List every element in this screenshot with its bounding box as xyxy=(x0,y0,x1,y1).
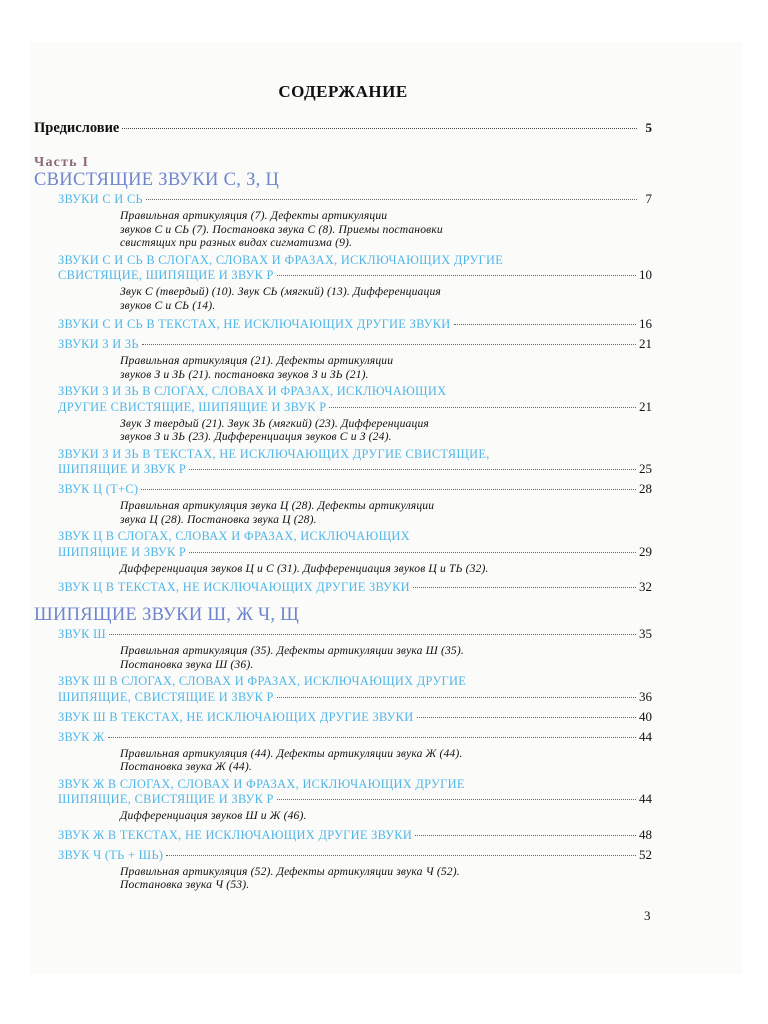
preface-label: Предисловие xyxy=(34,120,120,136)
dot-leader xyxy=(189,469,636,470)
page-ref: 5 xyxy=(645,120,652,135)
dot-leader xyxy=(108,737,636,738)
toc-entry[interactable] xyxy=(58,729,652,774)
description-line: Постановка звука Ш (36). xyxy=(120,657,254,671)
description-line: свистящих при разных видах сигматизма (9). xyxy=(120,236,353,249)
description-line: звуков С и СЬ (14). xyxy=(120,298,216,312)
entry-description xyxy=(120,809,652,823)
page-ref: 21 xyxy=(639,336,652,351)
entry-title: ШИПЯЩИЕ И ЗВУК Р xyxy=(58,544,187,559)
dot-leader xyxy=(141,489,636,490)
entry-title-row xyxy=(58,461,652,477)
entry-description xyxy=(120,562,652,576)
entry-title: ЗВУКИ З И ЗЬ xyxy=(58,337,139,351)
page-ref: 36 xyxy=(639,688,652,704)
description-line: звуков З и ЗЬ (23). Дифференциация звуков С и З (24). xyxy=(120,430,392,443)
description-line: Дифференциация звуков Ш и Ж (46). xyxy=(120,809,307,822)
toc-entry[interactable] xyxy=(58,481,652,526)
entry-title: ЗВУК Ц В ТЕКСТАХ, НЕ ИСКЛЮЧАЮЩИХ ДРУГИЕ ЗВУКИ xyxy=(58,580,410,594)
toc-content xyxy=(34,82,652,896)
dot-leader xyxy=(277,799,636,800)
dot-leader xyxy=(329,407,636,408)
entry-title: ЗВУК Ч (ТЬ + ШЬ) xyxy=(58,847,164,862)
description-line: Звук З твердый (21). Звук ЗЬ (мягкий) (23). Дифференциация xyxy=(120,416,429,430)
page-ref: 44 xyxy=(639,728,652,744)
toc-entry[interactable] xyxy=(58,530,652,575)
dot-leader xyxy=(109,634,636,635)
entry-title-line: ЗВУКИ З И ЗЬ В СЛОГАХ, СЛОВАХ И ФРАЗАХ, ИСКЛЮЧАЮЩИХ xyxy=(58,384,447,398)
page-ref: 21 xyxy=(639,398,652,414)
entry-title-line: ЗВУКИ С И СЬ В СЛОГАХ, СЛОВАХ И ФРАЗАХ, ИСКЛЮЧАЮЩИХ ДРУГИЕ xyxy=(58,252,504,267)
entry-description xyxy=(120,865,652,892)
toc-entry[interactable] xyxy=(58,709,652,725)
dot-leader xyxy=(189,552,636,553)
dot-leader xyxy=(417,717,637,718)
entry-title: ШИПЯЩИЕ И ЗВУК Р xyxy=(58,462,187,476)
entry-title: СВИСТЯЩИЕ, ШИПЯЩИЕ И ЗВУК Р xyxy=(58,268,274,282)
page-ref: 10 xyxy=(639,267,652,282)
entry-title-row xyxy=(58,827,652,843)
entry-title-row xyxy=(58,267,652,283)
toc-entry[interactable] xyxy=(58,385,652,444)
entry-title: ЗВУКИ С И СЬ В ТЕКСТАХ, НЕ ИСКЛЮЧАЮЩИХ ДРУГИЕ ЗВУКИ xyxy=(58,317,451,331)
toc-entry[interactable] xyxy=(58,316,652,332)
dot-leader xyxy=(142,344,636,345)
toc-sections xyxy=(34,170,652,892)
entry-title-row xyxy=(58,544,652,560)
page-ref: 25 xyxy=(639,461,652,476)
page-ref: 35 xyxy=(639,626,652,641)
toc-entry[interactable] xyxy=(58,448,652,478)
toc-entry[interactable] xyxy=(58,827,652,843)
toc-entry[interactable] xyxy=(58,626,652,671)
description-line: звуков З и ЗЬ (21). постановка звуков З и ЗЬ (21). xyxy=(120,367,369,381)
toc-entry[interactable] xyxy=(58,191,652,250)
entry-title-row xyxy=(58,481,652,497)
section-heading: СВИСТЯЩИЕ ЗВУКИ С, З, Ц xyxy=(34,170,280,190)
description-line: Правильная артикуляция (52). Дефекты артикуляции звука Ч (52). xyxy=(120,864,460,878)
description-line: звука Ц (28). Постановка звука Ц (28). xyxy=(120,512,317,526)
description-line: Правильная артикуляция звука Ц (28). Дефекты артикуляции xyxy=(120,499,435,512)
entry-description xyxy=(120,747,652,774)
entry-title-row xyxy=(58,729,652,745)
entry-title-line: ЗВУК Ц В СЛОГАХ, СЛОВАХ И ФРАЗАХ, ИСКЛЮЧАЮЩИХ xyxy=(58,529,410,543)
dot-leader xyxy=(277,275,636,276)
entry-description xyxy=(120,499,652,526)
toc-entry[interactable] xyxy=(58,778,652,823)
dot-leader xyxy=(277,697,636,698)
entry-title-row xyxy=(58,316,652,332)
description-line: Правильная артикуляция (44). Дефекты артикуляции звука Ж (44). xyxy=(120,746,463,760)
page-ref: 52 xyxy=(639,846,652,862)
entry-title: ДРУГИЕ СВИСТЯЩИЕ, ШИПЯЩИЕ И ЗВУК Р xyxy=(58,399,327,414)
dot-leader xyxy=(413,587,636,588)
entry-title: ЗВУК Ш xyxy=(58,627,106,641)
entry-description xyxy=(120,285,652,312)
document-page xyxy=(30,42,742,974)
entry-description xyxy=(120,644,652,671)
entry-title-row xyxy=(58,399,652,415)
entry-title: ШИПЯЩИЕ, СВИСТЯЩИЕ И ЗВУК Р xyxy=(58,792,274,806)
entry-title-line: ЗВУКИ З И ЗЬ В ТЕКСТАХ, НЕ ИСКЛЮЧАЮЩИХ ДРУГИЕ СВИСТЯЩИЕ, xyxy=(58,446,490,461)
entry-title-row xyxy=(58,689,652,705)
description-line: Звук С (твердый) (10). Звук СЬ (мягкий) (13). Дифференциация xyxy=(120,285,441,298)
dot-leader xyxy=(122,128,637,129)
toc-preface[interactable] xyxy=(34,120,652,137)
description-line: звуков С и СЬ (7). Постановка звука С (8). Приемы постановки xyxy=(120,222,443,236)
description-line: Постановка звука Ч (53). xyxy=(120,878,250,891)
entry-title: ЗВУК Ш В ТЕКСТАХ, НЕ ИСКЛЮЧАЮЩИХ ДРУГИЕ ЗВУКИ xyxy=(58,709,414,724)
entry-title-row xyxy=(58,336,652,352)
entry-title: ЗВУК Ж xyxy=(58,729,105,744)
entry-title-row xyxy=(58,626,652,642)
toc-entry[interactable] xyxy=(58,254,652,313)
entry-title: ЗВУК Ц (Т+С) xyxy=(58,482,139,496)
page-number: 3 xyxy=(644,908,651,923)
entry-description xyxy=(120,417,652,444)
page-ref: 48 xyxy=(639,826,652,842)
entry-title-row xyxy=(58,791,652,807)
page-ref: 29 xyxy=(639,543,652,559)
entry-title-row xyxy=(58,191,652,207)
page-ref: 44 xyxy=(639,791,652,806)
page-ref: 32 xyxy=(639,579,652,594)
entry-description xyxy=(120,209,652,250)
page-ref: 16 xyxy=(639,316,652,331)
toc-entry[interactable] xyxy=(58,579,652,595)
entry-title: ШИПЯЩИЕ, СВИСТЯЩИЕ И ЗВУК Р xyxy=(58,689,274,704)
page-ref: 40 xyxy=(639,708,652,724)
dot-leader xyxy=(166,855,636,856)
entry-title-row xyxy=(58,579,652,595)
page-ref: 7 xyxy=(645,191,652,206)
entry-title: ЗВУК Ж В ТЕКСТАХ, НЕ ИСКЛЮЧАЮЩИХ ДРУГИЕ ЗВУКИ xyxy=(58,827,413,842)
description-line: Правильная артикуляция (7). Дефекты артикуляции xyxy=(120,209,388,222)
dot-leader xyxy=(415,835,636,836)
dot-leader xyxy=(454,324,636,325)
entry-title-row xyxy=(58,709,652,725)
toc-entry[interactable] xyxy=(58,336,652,381)
entry-description xyxy=(120,354,652,381)
description-line: Дифференциация звуков Ц и С (31). Дифференциация звуков Ц и ТЬ (32). xyxy=(120,561,489,575)
entry-title-row xyxy=(58,847,652,863)
dot-leader xyxy=(146,199,637,200)
description-line: Правильная артикуляция (21). Дефекты артикуляции xyxy=(120,354,394,367)
page-title: СОДЕРЖАНИЕ xyxy=(278,82,408,101)
section-heading: ШИПЯЩИЕ ЗВУКИ Ш, Ж Ч, Щ xyxy=(34,605,300,625)
entry-title: ЗВУКИ С И СЬ xyxy=(58,192,143,206)
entry-title-line: ЗВУК Ж В СЛОГАХ, СЛОВАХ И ФРАЗАХ, ИСКЛЮЧАЮЩИХ ДРУГИЕ xyxy=(58,776,465,791)
part-label: Часть I xyxy=(34,155,90,170)
toc-entry[interactable] xyxy=(58,675,652,705)
page-ref: 28 xyxy=(639,481,652,496)
description-line: Правильная артикуляция (35). Дефекты артикуляции звука Ш (35). xyxy=(120,644,464,657)
description-line: Постановка звука Ж (44). xyxy=(120,760,252,773)
toc-entry[interactable] xyxy=(58,847,652,892)
entry-title-line: ЗВУК Ш В СЛОГАХ, СЛОВАХ И ФРАЗАХ, ИСКЛЮЧАЮЩИХ ДРУГИЕ xyxy=(58,674,467,688)
